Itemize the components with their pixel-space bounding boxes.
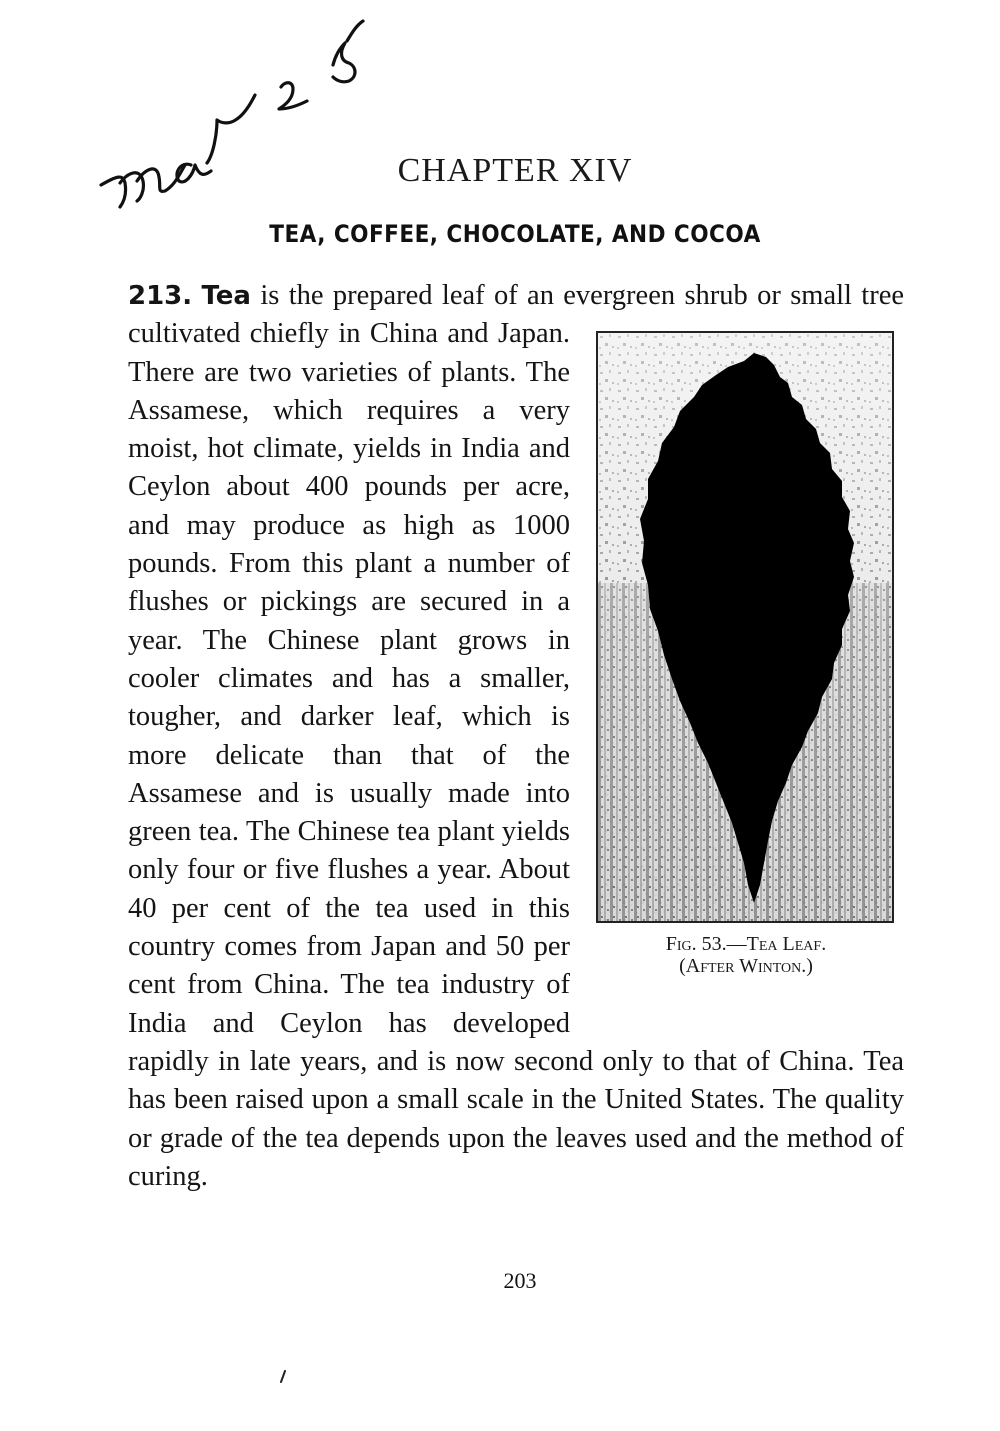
tea-leaf-illustration <box>598 333 892 921</box>
page-number: 203 <box>503 1268 537 1293</box>
body-paragraph <box>128 277 904 1196</box>
chapter-subtitle: TEA, COFFEE, CHOCOLATE, AND COCOA <box>269 220 761 248</box>
paragraph-lead-word: Tea <box>201 281 251 311</box>
paragraph-number: 213. <box>128 281 193 311</box>
stray-pen-mark <box>278 1370 288 1384</box>
paragraph-intro-text: is the prepared leaf of an evergreen shrub or small tree cultivated chiefly in China and Japan. <box>128 280 905 350</box>
figure-caption-title: Fig. 53.—Tea Leaf. <box>665 933 827 956</box>
paragraph-main-text: There are two varieties of plants. The Assamese, which requires a very moist, hot climate, yields in India and Ceylon about 400 pounds per acre, and may produce as high as 1000 pounds. From this plant a number of flushes or pickings are secured in a year. The Chinese plant grows in cooler climates and has a smaller, tougher, and darker leaf, which is more delicate than that of the Assamese and is usually made into green tea. The Chinese tea plant yields only four or five flushes a year. About 40 per cent of the tea used in this country comes from Japan and 50 per cent from China. The tea industry of India and Ceylon has developed rapidly in late years, and is now second only to that of China. Tea has been raised upon a small scale in the United States. The quality or grade of the tea depends upon the leaves used and the method of curing. <box>128 356 904 1192</box>
chapter-title: CHAPTER XIV <box>397 152 633 189</box>
figure-frame <box>596 331 894 923</box>
figure-caption-credit: (After Winton.) <box>679 955 813 978</box>
figure-tea-leaf <box>596 331 908 1021</box>
figure-caption <box>596 933 896 977</box>
